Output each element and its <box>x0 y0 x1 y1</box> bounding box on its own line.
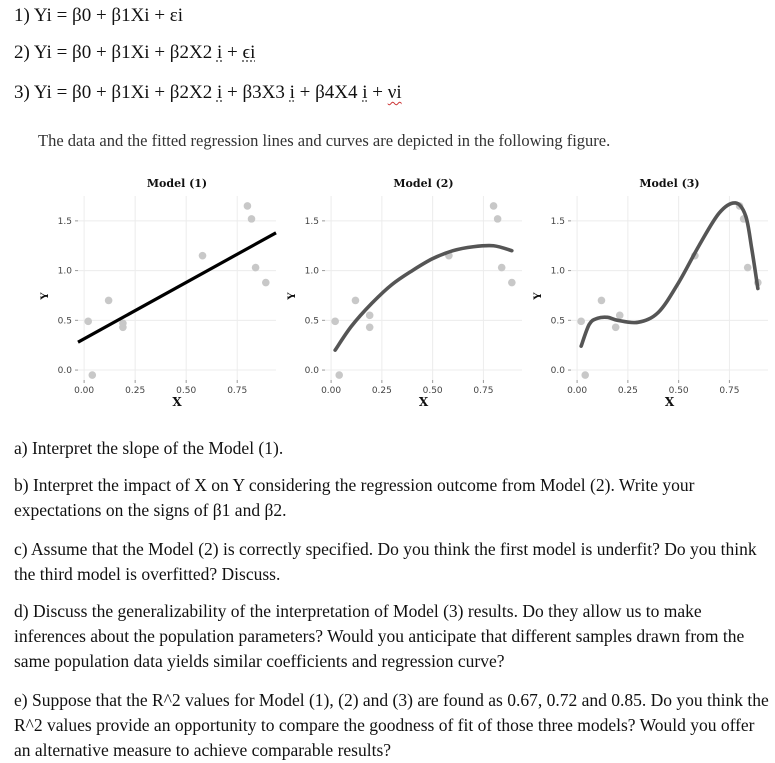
data-point <box>581 371 589 379</box>
x-tick-label: 0.75 <box>227 386 248 396</box>
question-e: e) Suppose that the R^2 values for Model (1), (2) and (3) are found as 0.67, 0.72 and 0.85. Do you think the R^2 values provide an opportunity to compare the goodness of fit of those three models? Would you offer an alternative measure to achieve comparable results? <box>14 690 769 760</box>
y-axis-label: Y <box>533 292 544 300</box>
chart-title: Model (3) <box>639 177 700 190</box>
x-tick-label: 0.25 <box>125 386 146 396</box>
data-point <box>490 202 498 210</box>
data-point <box>335 371 343 379</box>
data-point <box>616 312 624 320</box>
x-tick-label: 0.00 <box>567 386 588 396</box>
x-tick-label: 0.25 <box>617 386 638 396</box>
chart-title: Model (1) <box>146 177 208 190</box>
fit-line <box>78 233 276 342</box>
fit-curve <box>335 245 512 350</box>
equation-model-3 <box>14 82 402 104</box>
fit-curve <box>581 203 758 346</box>
y-tick-label: 0.0 <box>57 366 72 377</box>
data-point <box>744 264 752 272</box>
x-axis-label: X <box>418 395 429 409</box>
data-point <box>105 297 113 305</box>
chart-panel-1 <box>40 177 276 409</box>
y-axis-label: Y <box>287 292 298 300</box>
data-point <box>252 264 260 272</box>
equation-model-2-prefix: 2) Yi = β0 + β1Xi + β2X2 <box>14 42 217 63</box>
equation-model-3-index-3: i <box>362 82 368 103</box>
data-point <box>366 323 374 331</box>
x-tick-label: 0.00 <box>321 386 342 396</box>
data-point <box>352 297 360 305</box>
data-point <box>612 323 620 331</box>
data-point <box>598 297 606 305</box>
data-point <box>84 318 92 326</box>
data-point <box>508 279 516 287</box>
equation-model-3-prefix: 3) Yi = β0 + β1Xi + β2X2 <box>14 82 217 103</box>
y-tick-label: 1.5 <box>550 216 565 227</box>
equation-model-2-error: ϵi <box>242 42 256 63</box>
data-point <box>262 279 270 287</box>
equation-model-2-plus: + <box>222 42 243 63</box>
data-point <box>498 264 506 272</box>
data-point <box>244 202 252 210</box>
y-tick-label: 1.0 <box>304 266 319 277</box>
y-axis-label: Y <box>40 292 51 300</box>
x-tick-label: 0.75 <box>719 386 740 396</box>
data-point <box>199 252 207 260</box>
equation-model-3-index-2: i <box>289 82 295 103</box>
y-tick-label: 0.5 <box>57 316 72 327</box>
x-tick-label: 0.75 <box>473 386 494 396</box>
y-tick-label: 0.0 <box>550 366 565 377</box>
question-c: c) Assume that the Model (2) is correctly specified. Do you think the first model is underfit? Do you think the third model is overfitted? Discuss. <box>14 539 757 584</box>
equation-model-3-index-1: i <box>216 82 223 103</box>
question-a: a) Interpret the slope of the Model (1). <box>14 438 284 458</box>
data-point <box>577 318 585 326</box>
x-axis-label: X <box>664 395 675 409</box>
y-tick-label: 1.0 <box>57 266 72 277</box>
x-tick-label: 0.50 <box>668 386 689 396</box>
chart-title: Model (2) <box>393 177 454 190</box>
x-tick-label: 0.50 <box>422 386 443 396</box>
question-b: b) Interpret the impact of X on Y considering the regression outcome from Model (2). Write your expectations on the signs of β1 and β2. <box>14 475 695 520</box>
y-tick-label: 0.0 <box>304 366 319 377</box>
x-axis-label: X <box>172 395 182 409</box>
y-tick-label: 1.5 <box>304 216 319 227</box>
equation-model-3-mid-1: + β3X3 <box>222 82 290 103</box>
figure-intro-text: The data and the fitted regression lines and curves are depicted in the following figure. <box>38 131 611 150</box>
y-tick-label: 1.5 <box>57 216 72 227</box>
chart-panel-3 <box>533 177 768 409</box>
y-tick-label: 0.5 <box>304 316 319 327</box>
question-d: d) Discuss the generalizability of the interpretation of Model (3) results. Do they allow us to make inferences about the population parameters? Would you anticipate that different samples drawn from the same population data yields similar coefficients and regression curve? <box>14 601 745 671</box>
data-point <box>88 371 96 379</box>
y-tick-label: 0.5 <box>550 316 565 327</box>
chart-panel-2 <box>287 177 522 409</box>
x-tick-label: 0.50 <box>176 386 197 396</box>
equation-model-2 <box>14 42 255 64</box>
equation-model-1: 1) Yi = β0 + β1Xi + εi <box>14 5 184 26</box>
equation-model-3-error: νi <box>387 82 402 103</box>
regression-figure <box>0 170 775 410</box>
data-point <box>494 215 502 223</box>
data-point <box>248 215 256 223</box>
equation-model-3-plus: + <box>367 82 388 103</box>
data-point <box>366 312 374 320</box>
equation-model-2-index: i <box>216 42 223 63</box>
x-tick-label: 0.00 <box>74 386 95 396</box>
equation-model-3-mid-2: + β4X4 <box>294 82 363 103</box>
y-tick-label: 1.0 <box>550 266 565 277</box>
data-point <box>331 318 339 326</box>
x-tick-label: 0.25 <box>371 386 392 396</box>
